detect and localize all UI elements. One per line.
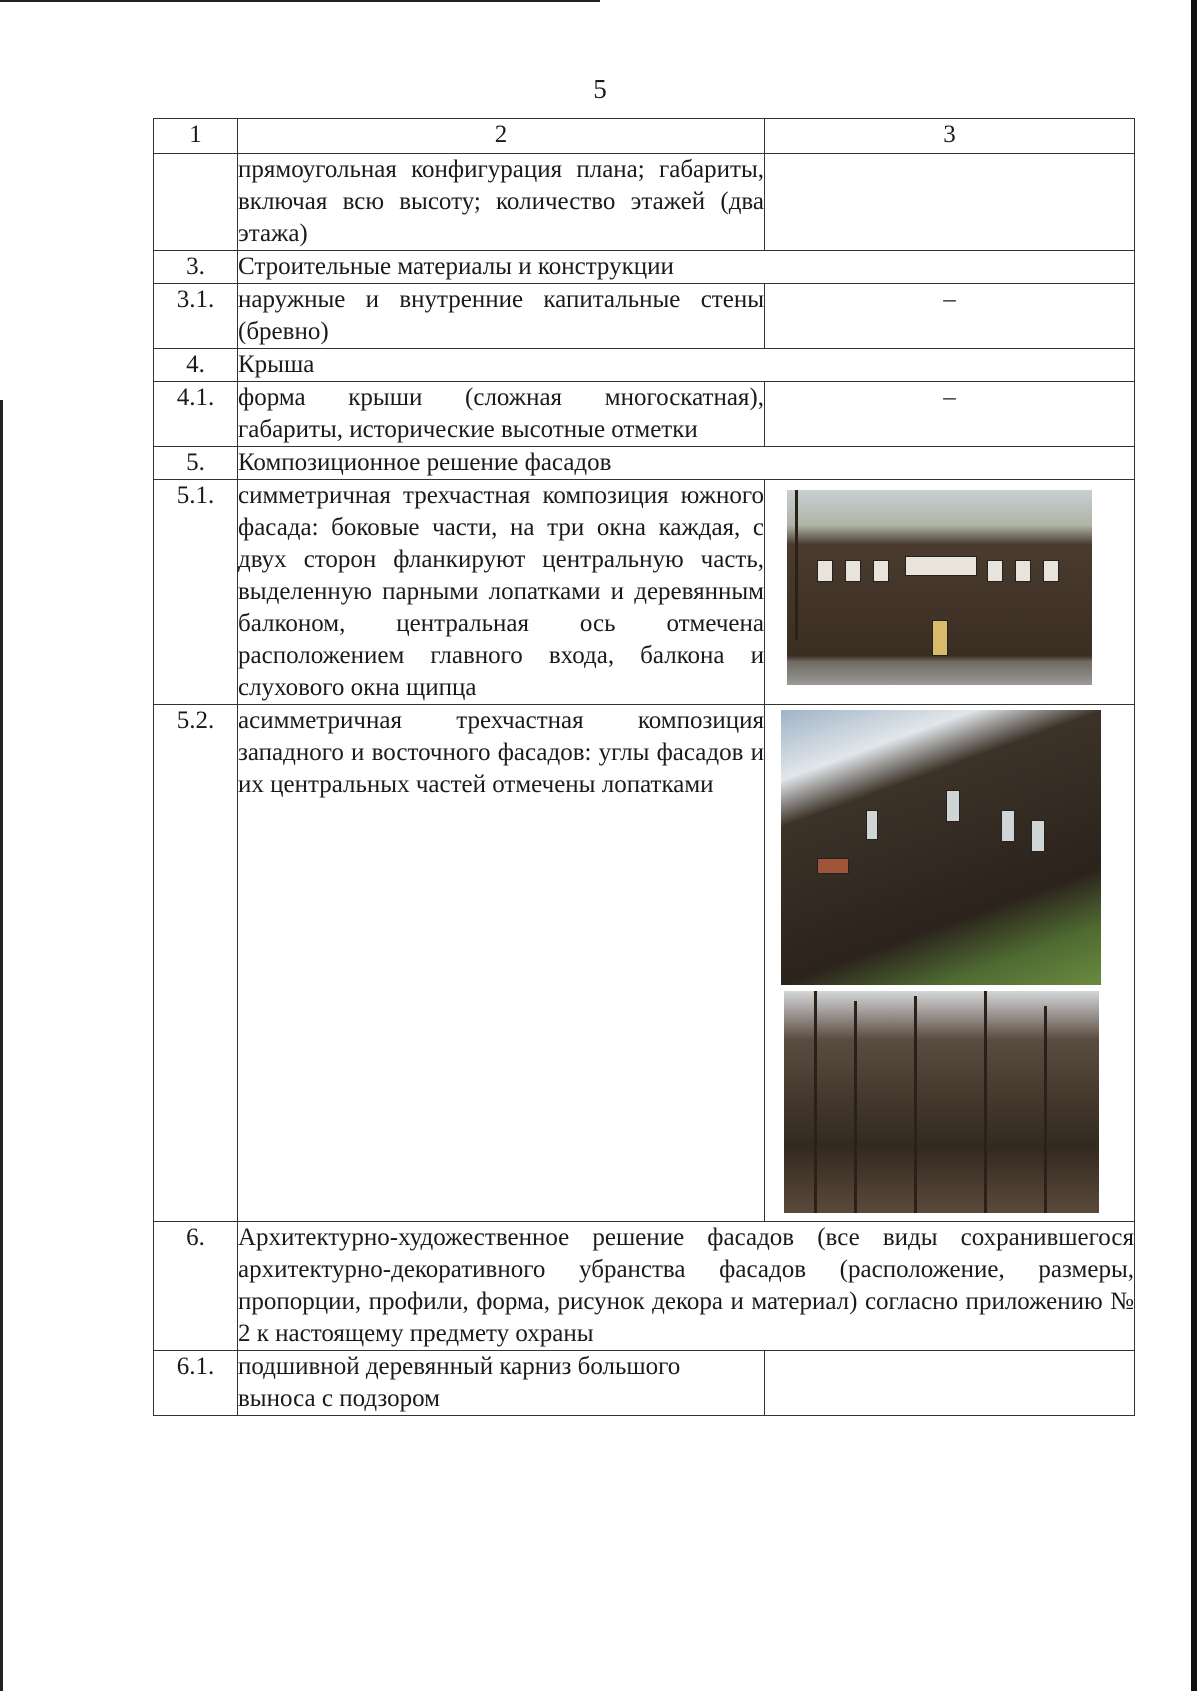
window <box>817 560 833 582</box>
row-col3: – <box>765 284 1135 349</box>
section-row <box>154 251 1135 284</box>
section-title: Архитектурно-художественное решение фасадов (все виды сохранившегося архитектурно-декоративного убранства фасадов (расположение, размеры, пропорции, профили, форма, рисунок декора и материал) согласно приложению № 2 к настоящему предмету охраны <box>238 1222 1135 1351</box>
east-facade-photo <box>784 991 1099 1213</box>
window <box>1015 560 1031 582</box>
header-col-1: 1 <box>154 119 238 154</box>
south-facade-photo <box>787 490 1092 685</box>
row-text: подшивной деревянный карниз большого выноса с подзором <box>238 1351 765 1416</box>
section-title: Композиционное решение фасадов <box>238 447 1135 480</box>
row-number: 4. <box>154 349 238 382</box>
row-number: 4.1. <box>154 382 238 447</box>
row-text: форма крыши (сложная многоскатная), габариты, исторические высотные отметки <box>238 382 765 447</box>
row-number: 5.2. <box>154 705 238 1222</box>
section-title: Строительные материалы и конструкции <box>238 251 1135 284</box>
window <box>987 560 1003 582</box>
header-col-2: 2 <box>238 119 765 154</box>
page-number: 5 <box>593 74 607 104</box>
tree <box>1044 1006 1047 1213</box>
section-title: Крыша <box>238 349 1135 382</box>
row-number: 3. <box>154 251 238 284</box>
window <box>845 560 861 582</box>
table-row <box>154 480 1135 705</box>
row-number: 5.1. <box>154 480 238 705</box>
photo-cell <box>765 705 1135 1222</box>
section-row <box>154 1222 1135 1351</box>
table-row <box>154 1351 1135 1416</box>
tree <box>795 490 798 640</box>
window <box>905 556 977 576</box>
west-facade-photo <box>781 710 1101 985</box>
row-number <box>154 154 238 251</box>
scan-edge-left <box>0 400 3 1691</box>
table-row <box>154 154 1135 251</box>
protection-subject-table <box>153 118 1135 1416</box>
row-number: 6.1. <box>154 1351 238 1416</box>
header-col-3: 3 <box>765 119 1135 154</box>
tree <box>854 1001 857 1213</box>
table-header-row <box>154 119 1135 154</box>
row-text: асимметричная трехчастная композиция западного и восточного фасадов: углы фасадов и их центральных частей отмечены лопатками <box>238 705 765 1222</box>
table-row <box>154 705 1135 1222</box>
window <box>1031 820 1045 852</box>
row-text: наружные и внутренние капитальные стены (бревно) <box>238 284 765 349</box>
table-row <box>154 382 1135 447</box>
row-col3 <box>765 154 1135 251</box>
window <box>873 560 889 582</box>
window <box>866 810 878 840</box>
row-col3: – <box>765 382 1135 447</box>
window <box>946 790 960 822</box>
scan-edge-right <box>1191 0 1197 1691</box>
tree <box>814 991 817 1213</box>
window <box>1001 810 1015 842</box>
row-number: 6. <box>154 1222 238 1351</box>
tree <box>914 996 917 1213</box>
window <box>1043 560 1059 582</box>
tree <box>984 991 987 1213</box>
table-row <box>154 284 1135 349</box>
scan-edge-top <box>0 0 600 2</box>
row-text: симметричная трехчастная композиция южного фасада: боковые части, на три окна каждая, с двух сторон фланкируют центральную часть, выделенную парными лопатками и деревянным балконом, центральная ось отмечена расположением главного входа, балкона и слухового окна щипца <box>238 480 765 705</box>
door <box>932 620 948 656</box>
row-col3 <box>765 1351 1135 1416</box>
photo-cell <box>765 480 1135 705</box>
balcony <box>817 858 849 874</box>
row-number: 5. <box>154 447 238 480</box>
row-text: прямоугольная конфигурация плана; габариты, включая всю высоту; количество этажей (два этажа) <box>238 154 765 251</box>
section-row <box>154 349 1135 382</box>
section-row <box>154 447 1135 480</box>
row-number: 3.1. <box>154 284 238 349</box>
